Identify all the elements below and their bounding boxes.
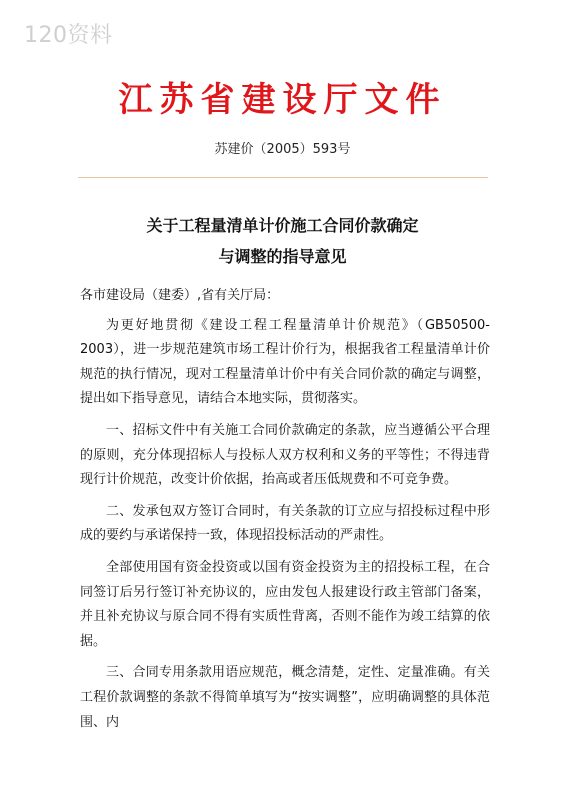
document-header-title: 江苏省建设厅文件 xyxy=(118,80,447,120)
document-title-line-2: 与调整的指导意见 xyxy=(218,247,347,266)
watermark: 120资料 xyxy=(24,23,113,48)
paragraph-item-1: 一、招标文件中有关施工合同价款确定的条款，应当遵循公平合理的原则，充分体现招标人与投标人双方权利和义务的平等性；不得违背现行计价规范，改变计价依据，抬高或者压低规费和不可竞争费。 xyxy=(80,422,490,488)
document-title-line-1: 关于工程量清单计价施工合同价款确定 xyxy=(146,216,419,235)
header-divider xyxy=(78,177,488,178)
salutation: 各市建设局（建委）,省有关厅局： xyxy=(80,288,280,303)
paragraph-item-3: 三、合同专用条款用语应规范，概念清楚，定性、定量准确。有关工程价款调整的条款不得简单填写为“按实调整”，应明确调整的具体范围、内 xyxy=(80,665,490,730)
paragraph-intro: 为更好地贯彻《建设工程工程量清单计价规范》（GB50500-2003），进一步规范建筑市场工程计价行为，根据我省工程量清单计价规范的执行情况，现对工程量清单计价中有关合同价款的确定与调整，提出如下指导意见，请结合本地实际，贯彻落实。 xyxy=(80,317,490,407)
document-title xyxy=(0,210,565,272)
document-number: 苏建价（2005）593号 xyxy=(214,142,351,157)
paragraph-item-2: 二、发承包双方签订合同时，有关条款的订立应与招投标过程中形成的要约与承诺保持一致，体现招投标活动的严肃性。 xyxy=(80,503,490,544)
document-body xyxy=(80,284,490,742)
paragraph-item-2-supplement: 全部使用国有资金投资或以国有资金投资为主的招投标工程，在合同签订后另行签订补充协议的，应由发包人报建设行政主管部门备案，并且补充协议与原合同不得有实质性背离，否则不能作为竣工结算的依据。 xyxy=(80,559,490,649)
